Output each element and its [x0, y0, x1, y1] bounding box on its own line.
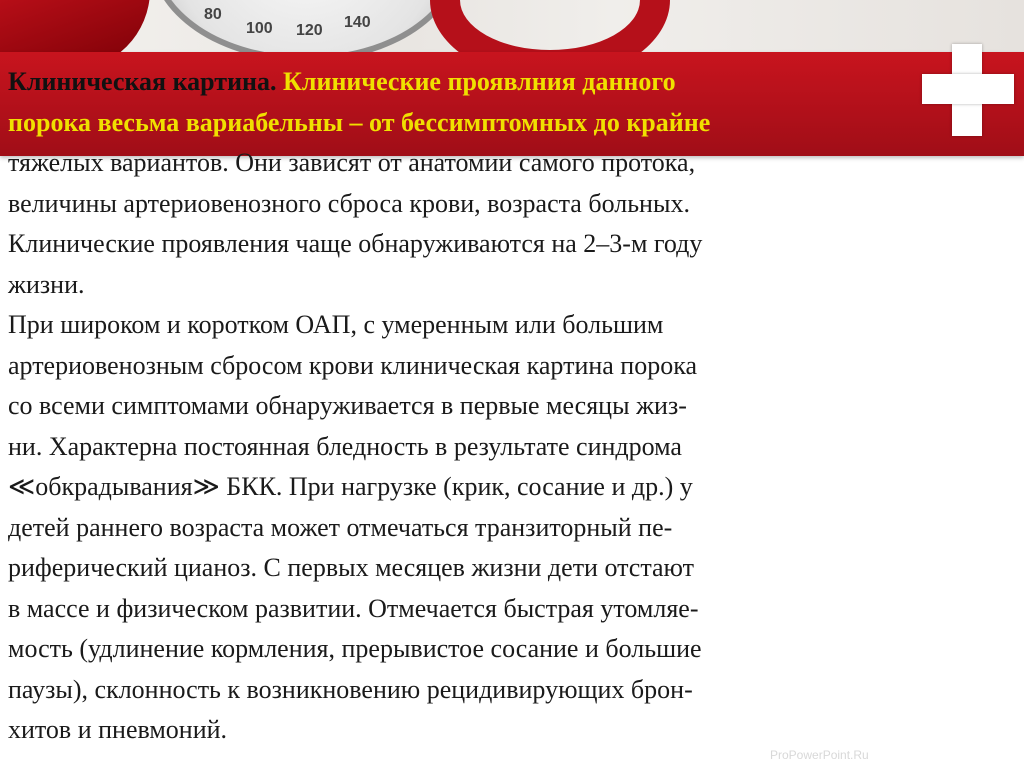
heading-highlight-2: порока весьма вариабельны – от бессимптомных до крайне: [8, 107, 711, 137]
text-line: величины артериовенозного сброса крови, возраста больных.: [8, 188, 690, 218]
text-line: ни. Характерна постоянная бледность в результате синдрома: [8, 431, 682, 461]
text-line: Клинические проявления чаще обнаруживаются на 2–3-м году: [8, 229, 703, 258]
gauge-number: 80: [204, 6, 222, 23]
text-line: риферический цианоз. С первых месяцев жизни дети отстают: [8, 553, 695, 582]
text-line: паузы), склонность к возникновению рецидивирующих брон-: [8, 674, 693, 704]
gauge-number: 140: [344, 14, 371, 31]
text-line: тяжелых вариантов. Они зависят от анатомии самого протока,: [8, 148, 696, 177]
text-line: со всеми симптомами обнаруживается в первые месяцы жиз-: [8, 391, 687, 420]
tubing-right-graphic: [430, 0, 670, 60]
text-line: хитов и пневмоний.: [8, 715, 228, 744]
gauge-number: 100: [246, 20, 273, 37]
header-photo: [0, 0, 1024, 60]
text-line: ≪обкрадывания≫ БКК. При нагрузке (крик, сосание и др.) у: [8, 472, 693, 501]
text-line: мость (удлинение кормления, прерывистое сосание и большие: [8, 634, 702, 663]
heading-highlight-1: Клинические проявлния данного: [283, 67, 676, 96]
heading-line-2: [8, 103, 918, 144]
paragraph-1: [8, 143, 918, 305]
pressure-gauge-graphic: [150, 0, 462, 60]
paragraph-2: [8, 305, 918, 751]
text-line: детей раннего возраста может отмечаться транзиторный пе-: [8, 512, 673, 542]
text-line: в массе и физическом развитии. Отмечается быстрая утомляе-: [8, 593, 699, 623]
text-line: жизни.: [8, 269, 85, 299]
heading-label: Клиническая картина.: [8, 67, 277, 96]
tubing-left-graphic: [0, 0, 150, 60]
watermark: ProPowerPoint.Ru: [770, 748, 869, 762]
gauge-number: 120: [296, 22, 323, 39]
slide-body: [8, 62, 918, 751]
text-line: При широком и коротком ОАП, с умеренным или большим: [8, 310, 664, 339]
text-line: артериовенозным сбросом крови клиническая картина порока: [8, 350, 697, 380]
medical-cross-icon: [918, 40, 1018, 140]
heading-line-1: [8, 62, 918, 103]
